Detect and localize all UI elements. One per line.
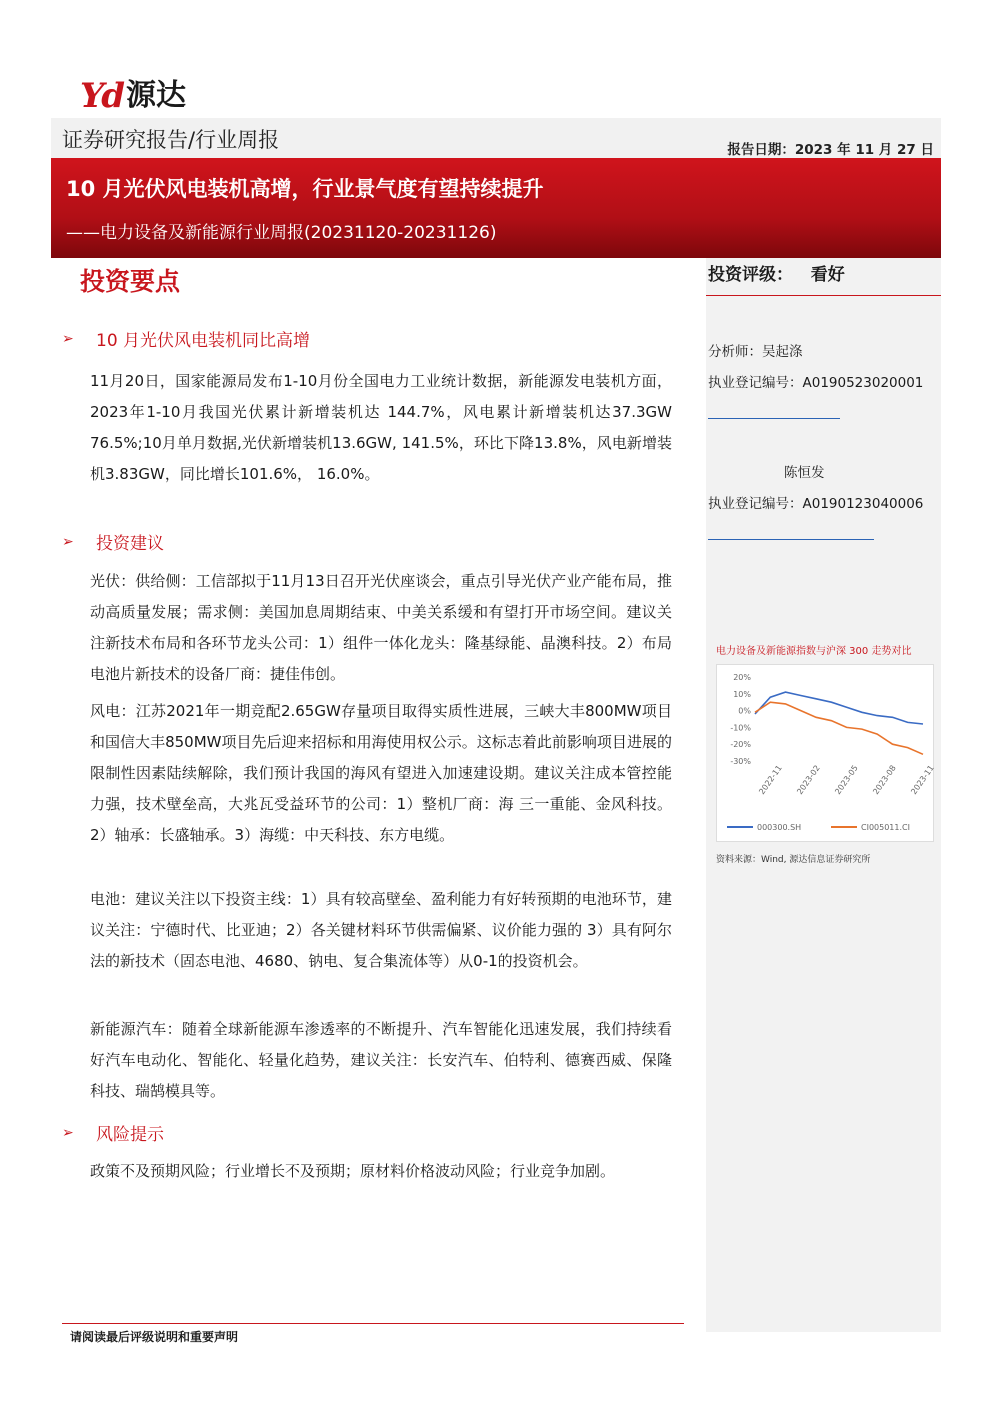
y-tick-label: 0% [738, 706, 751, 716]
x-tick-label: 2023-05 [833, 763, 860, 797]
bullet-heading-1 [62, 326, 310, 351]
y-tick-label: 10% [733, 689, 751, 699]
logo [80, 76, 186, 116]
series-line-000300.SH [755, 692, 923, 724]
paragraph-installation: 11月20日，国家能源局发布1-10月份全国电力工业统计数据，新能源发电装机方面，2023年1-10月我国光伏累计新增装机达 144.7%，风电累计新增装机达37.3GW 76.5%;10月单月数据,光伏新增装机13.6GW, 141.5%，环比下降13.8%，风电新增装机3.83GW，同比增长101.6%， 16.0%。 [90, 372, 672, 483]
x-tick-label: 2023-02 [795, 763, 822, 797]
bullet-title-3: 风险提示 [96, 1125, 164, 1145]
y-tick-label: -10% [730, 723, 751, 733]
analyst-1-divider [708, 418, 840, 419]
analyst-2-registration: 执业登记编号：A0190123040006 [708, 496, 924, 512]
legend-label: CI005011.CI [861, 823, 910, 832]
paragraph-risk: 政策不及预期风险；行业增长不及预期；原材料价格波动风险；行业竞争加剧。 [90, 1162, 616, 1180]
logo-mark: Yd [80, 76, 123, 116]
arrow-icon: ➢ [62, 1124, 74, 1141]
chart-title: 电力设备及新能源指数与沪深 300 走势对比 [716, 646, 912, 657]
report-subtitle: ——电力设备及新能源行业周报(20231120-20231126) [66, 223, 497, 243]
bullet-title-2: 投资建议 [96, 534, 164, 554]
y-tick-label: -30% [730, 757, 751, 766]
arrow-icon: ➢ [62, 330, 74, 347]
arrow-icon: ➢ [62, 533, 74, 550]
index-comparison-chart [708, 636, 934, 866]
y-tick-label: -20% [730, 740, 751, 750]
legend-label: 000300.SH [757, 823, 802, 832]
chart-source: 资料来源：Wind, 源达信息证券研究所 [716, 855, 871, 865]
analyst-1-registration: 执业登记编号：A0190523020001 [708, 375, 924, 391]
paragraph-wind: 风电：江苏2021年一期竞配2.65GW存量项目取得实质性进展，三峡大丰800MW项目和国信大丰850MW项目先后迎来招标和用海使用权公示。这标志着此前影响项目进展的限制性因素陆续解除，我们预计我国的海风有望进入加速建设期。建议关注成本管控能力强，技术壁垒高，大兆瓦受益环节的公司：1）整机厂商：海 三一重能、金风科技。2）轴承：长盛轴承。3）海缆：中天科技、东方电缆。 [90, 702, 672, 844]
x-tick-label: 2023-11 [909, 763, 936, 797]
paragraph-battery: 电池：建议关注以下投资主线：1）具有较高壁垒、盈利能力有好转预期的电池环节，建议关注：宁德时代、比亚迪；2）各关键材料环节供需偏紧、议价能力强的 3）具有阿尔法的新技术（固态电池、4680、钠电、复合集流体等）从0-1的投资机会。 [90, 890, 672, 970]
section-title: 投资要点 [80, 267, 181, 296]
rating-divider [706, 295, 941, 296]
paragraph-nev: 新能源汽车：随着全球新能源车渗透率的不断提升、汽车智能化迅速发展，我们持续看好汽车电动化、智能化、轻量化趋势，建议关注：长安汽车、伯特利、德赛西威、保隆科技、瑞鹄模具等。 [90, 1020, 672, 1100]
x-tick-label: 2022-11 [757, 763, 784, 797]
paragraph-pv: 光伏：供给侧：工信部拟于11月13日召开光伏座谈会，重点引导光伏产业产能布局，推动高质量发展；需求侧：美国加息周期结束、中美关系缓和有望打开市场空间。建议关注新技术布局和各环节龙头公司：1）组件一体化龙头：隆基绿能、晶澳科技。2）布局电池片新技术的设备厂商：捷佳伟创。 [90, 572, 672, 683]
logo-text: 源达 [126, 78, 187, 113]
bullet-title-1: 10 月光伏风电装机同比高增 [96, 331, 311, 351]
chart-frame [716, 664, 934, 842]
analyst-2-name: 陈恒发 [784, 465, 825, 481]
x-tick-label: 2023-08 [871, 763, 898, 797]
bullet-heading-2 [62, 529, 164, 554]
analyst-1-name: 分析师：吴起涤 [708, 344, 803, 360]
report-type: 证券研究报告/行业周报 [62, 128, 280, 152]
analyst-2-divider [708, 539, 874, 540]
chart-plot [717, 665, 936, 841]
bullet-heading-3 [62, 1120, 164, 1145]
investment-rating: 投资评级： 看好 [708, 265, 845, 285]
footer-divider [62, 1323, 684, 1324]
report-title: 10 月光伏风电装机高增，行业景气度有望持续提升 [66, 177, 544, 201]
series-line-CI005011.CI [755, 702, 923, 754]
report-date: 报告日期：2023 年 11 月 27 日 [727, 142, 934, 158]
y-tick-label: 20% [733, 673, 751, 682]
footer-disclaimer: 请阅读最后评级说明和重要声明 [70, 1330, 239, 1344]
